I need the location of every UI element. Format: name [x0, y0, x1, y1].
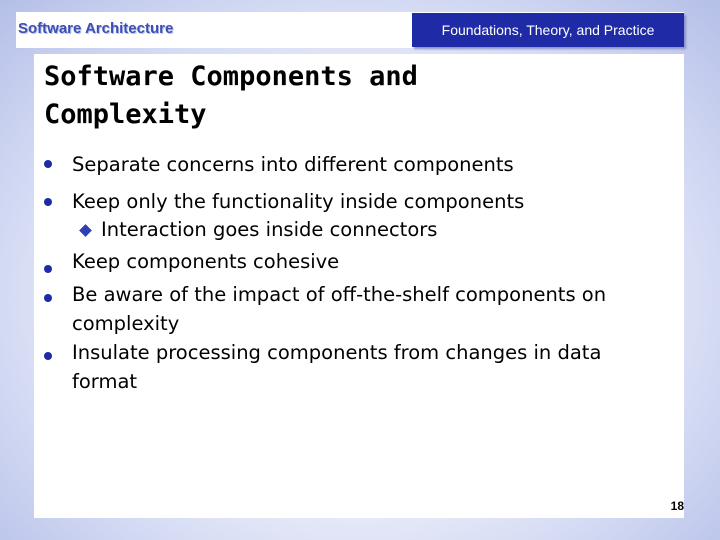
bullet-item: Keep only the functionality inside components — [72, 190, 525, 213]
bullet-line-1: Be aware of the impact of off-the-shelf components on — [72, 283, 607, 306]
bullet-line-2: format — [72, 370, 138, 393]
bullet-line-1: Insulate processing components from changes in data — [72, 341, 602, 364]
bullet-item — [72, 338, 672, 396]
sub-bullet-diamond-icon — [79, 224, 92, 237]
bullet-line-2: complexity — [72, 312, 180, 335]
bullet-dot-icon — [44, 352, 52, 360]
bullet-dot-icon — [44, 294, 52, 302]
slide-title-line-1: Software Components and — [44, 61, 418, 92]
slide-title-line-2: Complexity — [44, 99, 207, 130]
bullet-item: Keep components cohesive — [72, 250, 340, 273]
bullet-dot-icon — [44, 198, 52, 206]
bullet-dot-icon — [44, 265, 52, 273]
page-number: 18 — [670, 499, 684, 513]
bullet-item — [72, 280, 672, 338]
course-title: Software Architecture — [18, 20, 174, 37]
sub-bullet-item: Interaction goes inside connectors — [101, 218, 438, 241]
bullet-dot-icon — [44, 160, 52, 168]
bullet-item: Separate concerns into different components — [72, 153, 514, 176]
book-subtitle-banner: Foundations, Theory, and Practice — [412, 13, 684, 47]
